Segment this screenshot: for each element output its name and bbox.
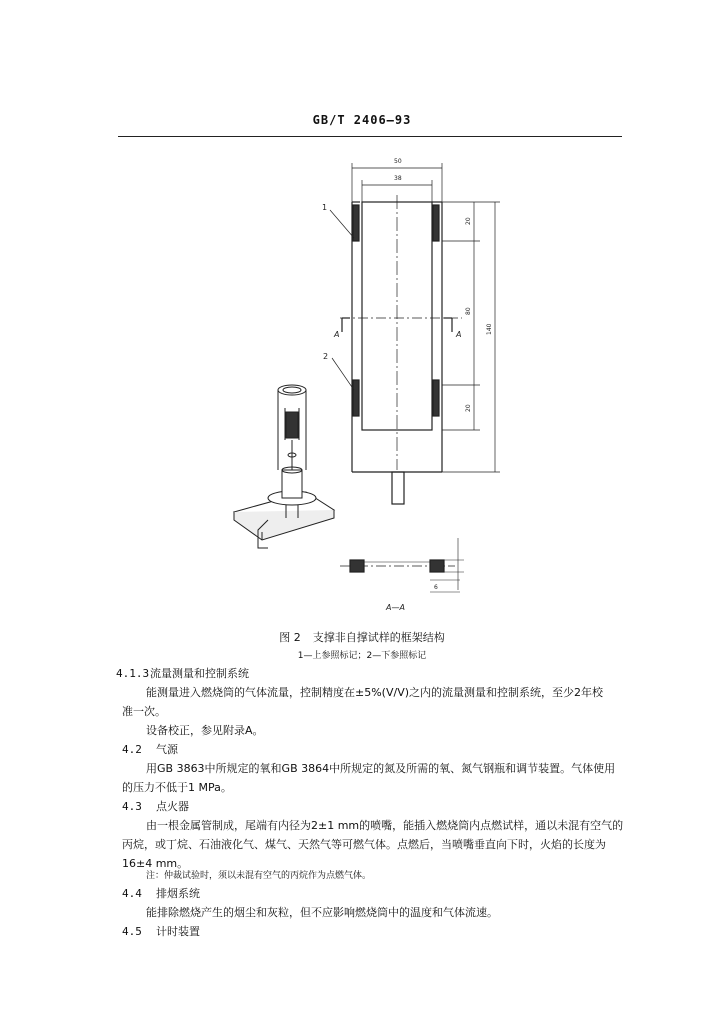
section-4-4-line1: 能排除燃烧产生的烟尘和灰粒，但不应影响燃烧筒中的温度和气体流速。	[146, 906, 498, 919]
dimension-lines	[352, 163, 500, 472]
section-title: 计时装置	[156, 925, 200, 938]
section-4-1-3-para1-line2: 准一次。	[122, 705, 166, 718]
section-4-3-heading	[122, 800, 189, 814]
section-a-a-label: A—A	[386, 603, 405, 612]
section-title: 流量测量和控制系统	[150, 667, 249, 680]
upper-reference-marks	[353, 205, 439, 241]
dim-detail-thickness-label: 6	[434, 584, 438, 591]
section-4-2-heading	[122, 743, 178, 757]
apparatus-perspective-sketch	[234, 385, 334, 548]
section-arrow-left	[342, 318, 350, 332]
callout-2-leader	[332, 358, 354, 390]
section-mark-right: A	[456, 330, 462, 339]
figure-legend: 1—上参照标记；2—下参照标记	[297, 651, 427, 661]
dim-middle-segment-label: 80	[465, 307, 472, 315]
figure-number: 图 2	[279, 631, 301, 644]
section-number: 4.5	[122, 925, 142, 938]
dim-top-segment-label: 20	[465, 217, 472, 225]
section-4-1-3-para2: 设备校正，参见附录A。	[146, 724, 264, 737]
section-arrow-right	[444, 318, 452, 332]
callout-1-label: 1	[322, 203, 328, 212]
section-4-5-heading	[122, 925, 200, 939]
section-title: 气源	[156, 743, 178, 756]
section-4-3-line3: 16±4 mm。	[122, 857, 189, 870]
section-4-4-heading	[122, 887, 200, 901]
page-header-code: GB/T 2406—93	[312, 113, 412, 127]
section-mark-left: A	[334, 330, 340, 339]
section-4-3-line2: 丙烷，或丁烷、石油液化气、煤气、天然气等可燃气体。点燃后，当喷嘴垂直向下时，火焰的长度为	[122, 838, 606, 851]
lower-reference-marks	[353, 380, 439, 416]
section-4-1-3-para1-line1: 能测量进入燃烧筒的气体流量，控制精度在±5%(V/V)之内的流量测量和控制系统，至少2年校	[146, 686, 604, 699]
section-a-a-detail	[340, 538, 464, 592]
section-4-3-line1: 由一根金属管制成，尾端有内径为2±1 mm的喷嘴，能插入燃烧筒内点燃试样，通以未混有空气的	[146, 819, 624, 832]
dim-bottom-segment-label: 20	[465, 404, 472, 412]
section-number: 4.2	[122, 743, 142, 756]
section-number: 4.1.3	[116, 667, 150, 680]
figure-caption	[0, 629, 724, 645]
frame-stem	[392, 472, 404, 504]
section-4-2-line2: 的压力不低于1 MPa。	[122, 781, 232, 794]
dim-total-height-label: 140	[486, 323, 493, 335]
section-number: 4.4	[122, 887, 142, 900]
callout-2-label: 2	[323, 352, 329, 361]
section-title: 排烟系统	[156, 887, 200, 900]
section-4-2-line1: 用GB 3863中所规定的氧和GB 3864中所规定的氮及所需的氧、氮气钢瓶和调节装置。气体使用	[146, 762, 616, 775]
section-4-3-note: 注：仲裁试验时，须以未混有空气的丙烷作为点燃气体。	[146, 871, 372, 881]
dim-inner-width-label: 38	[394, 175, 402, 182]
section-number: 4.3	[122, 800, 142, 813]
section-4-1-3-heading	[116, 667, 249, 681]
callout-1-leader	[330, 210, 354, 238]
section-title: 点火器	[156, 800, 189, 813]
dim-outer-width-label: 50	[394, 158, 402, 165]
figure-title: 支撑非自撑试样的框架结构	[312, 631, 445, 644]
